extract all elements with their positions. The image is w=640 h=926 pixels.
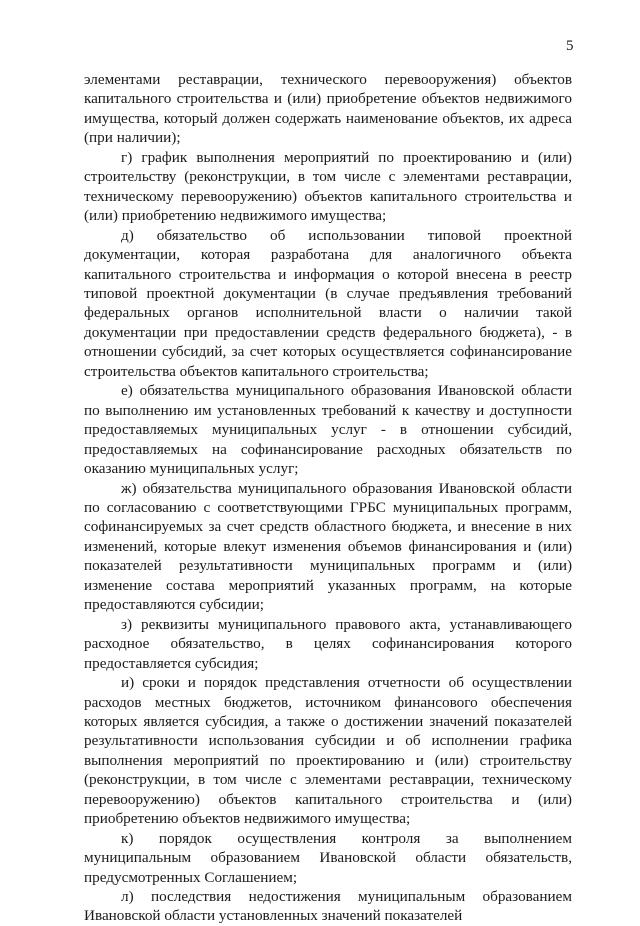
paragraph-i: и) сроки и порядок представления отчетности об осуществлении расходов местных бюджетов, источником финансового обеспечения которых является субсидия, а также о достижении значений показателей результативности использования субсидии и об исполнении графика выполнения мероприятий по проектированию и (или) строительству (реконструкции, в том числе с элементами реставрации, техническому перевооружению) объектов капитального строительства и (или) приобретению объектов недвижимого имущества; <box>84 674 572 828</box>
paragraph-l: л) последствия недостижения муниципальным образованием Ивановской области установленных значений показателей <box>84 888 572 925</box>
paragraph-continuation: элементами реставрации, технического перевооружения) объектов капитального строительства и (или) приобретение объектов недвижимого имущества, который должен содержать наименование объектов, их адреса (при наличии); <box>84 71 572 147</box>
paragraph-z: з) реквизиты муниципального правового акта, устанавливающего расходное обязательство, в целях софинансирования которого предоставляется субсидия; <box>84 615 572 672</box>
paragraph-g: г) график выполнения мероприятий по проектированию и (или) строительству (реконструкции, в том числе с элементами реставрации, техническому перевооружению) объектов капитального строительства и (или) приобретению недвижимого имущества; <box>84 148 572 225</box>
paragraph-d: д) обязательство об использовании типовой проектной документации, которая разработана для аналогичного объекта капитального строительства и информация о которой внесена в реестр типовой проектной документации (в случае предъявления требований федеральных органов исполнительной власти о наличии такой документации при предоставлении средств федерального бюджета), - в отношении субсидий, за счет которых осуществляется софинансирование строительства объектов капитального строительства; <box>84 226 572 380</box>
document-body <box>84 70 572 926</box>
paragraph-k: к) порядок осуществления контроля за выполнением муниципальным образованием Ивановской области обязательств, предусмотренных Соглашением; <box>84 829 572 886</box>
page-number: 5 <box>566 38 574 54</box>
paragraph-zh: ж) обязательства муниципального образования Ивановской области по согласованию с соответствующими ГРБС муниципальных программ, софинансируемых за счет средств областного бюджета, и внесение в них изменений, которые влекут изменения объемов финансирования и (или) показателей результативности муниципальных программ и (или) изменение состава мероприятий указанных программ, на которые предоставляются субсидии; <box>84 479 572 614</box>
paragraph-e: е) обязательства муниципального образования Ивановской области по выполнению им установленных требований к качеству и доступности предоставляемых муниципальных услуг - в отношении субсидий, предоставляемых на софинансирование расходных обязательств по оказанию муниципальных услуг; <box>84 382 572 478</box>
